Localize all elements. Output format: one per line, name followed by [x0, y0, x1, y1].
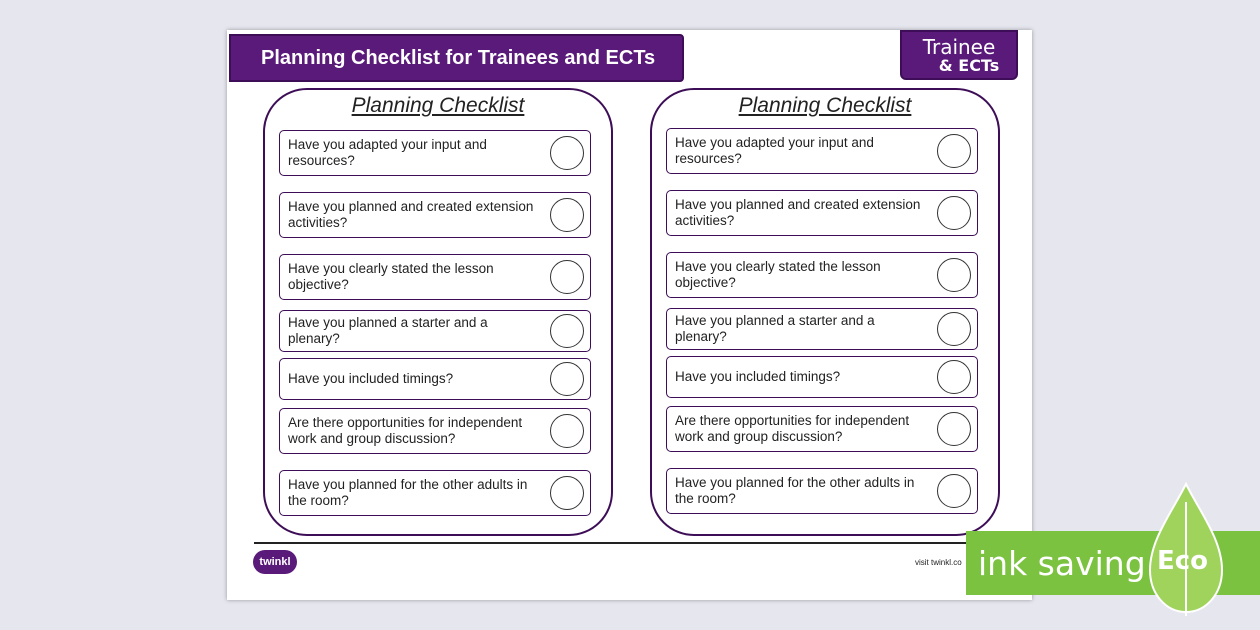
checklist-item: [279, 470, 591, 516]
twinkl-logo: twinkl: [253, 550, 297, 574]
badge-line-1: Trainee: [922, 35, 996, 59]
tick-circle[interactable]: [550, 362, 584, 396]
eco-label: Eco: [1157, 546, 1209, 576]
checklist-title: Planning Checklist: [351, 94, 525, 117]
checklist-item-text: Have you planned and created extension activities?: [288, 199, 534, 230]
checklist-item: [279, 130, 591, 176]
tick-circle[interactable]: [550, 414, 584, 448]
checklist-item: [279, 358, 591, 400]
checklist-item: [666, 128, 978, 174]
checklist-item-text: Have you included timings?: [288, 371, 454, 386]
checklist-item: [666, 356, 978, 398]
checklist-item-text: Have you planned a starter and a plenary?: [675, 313, 875, 344]
checklist-item: [279, 408, 591, 454]
checklist-card-right: [650, 88, 1000, 536]
checklist-item: [666, 406, 978, 452]
tick-circle[interactable]: [550, 314, 584, 348]
tick-circle[interactable]: [937, 412, 971, 446]
tick-circle[interactable]: [550, 136, 584, 170]
tick-circle[interactable]: [937, 360, 971, 394]
checklist-item: [666, 468, 978, 514]
footer-divider: [254, 542, 972, 544]
checklist-item-text: Are there opportunities for independent work and group discussion?: [288, 415, 523, 446]
badge-line-2: & ECTs: [938, 56, 1000, 75]
checklist-item-text: Have you included timings?: [675, 369, 841, 384]
checklist-item-text: Have you adapted your input and resources?: [288, 137, 487, 168]
checklist-item-text: Have you adapted your input and resources?: [675, 135, 874, 166]
checklist-item-text: Are there opportunities for independent work and group discussion?: [675, 413, 910, 444]
tick-circle[interactable]: [937, 312, 971, 346]
checklist-item-text: Have you planned for the other adults in the room?: [288, 477, 528, 508]
page-title: Planning Checklist for Trainees and ECTs: [229, 34, 684, 82]
checklist-item-text: Have you planned a starter and a plenary?: [288, 315, 488, 346]
checklist-item-text: Have you clearly stated the lesson objective?: [675, 259, 881, 290]
checklist-item: [666, 190, 978, 236]
footer-url: visit twinkl.co: [915, 558, 962, 567]
checklist-item: [279, 192, 591, 238]
checklist-item-text: Have you planned and created extension activities?: [675, 197, 921, 228]
checklist-title: Planning Checklist: [738, 94, 912, 117]
checklist-item: [666, 252, 978, 298]
trainee-ects-badge: [900, 30, 1018, 80]
tick-circle[interactable]: [550, 260, 584, 294]
checklist-item-text: Have you planned for the other adults in the room?: [675, 475, 915, 506]
tick-circle[interactable]: [937, 196, 971, 230]
worksheet-page: [227, 30, 1032, 600]
tick-circle[interactable]: [937, 134, 971, 168]
checklist-item: [279, 310, 591, 352]
checklist-item-text: Have you clearly stated the lesson objective?: [288, 261, 494, 292]
tick-circle[interactable]: [550, 198, 584, 232]
checklist-item: [666, 308, 978, 350]
tick-circle[interactable]: [550, 476, 584, 510]
checklist-card-left: [263, 88, 613, 536]
ink-saving-text: ink saving: [978, 543, 1146, 583]
tick-circle[interactable]: [937, 474, 971, 508]
tick-circle[interactable]: [937, 258, 971, 292]
checklist-item: [279, 254, 591, 300]
